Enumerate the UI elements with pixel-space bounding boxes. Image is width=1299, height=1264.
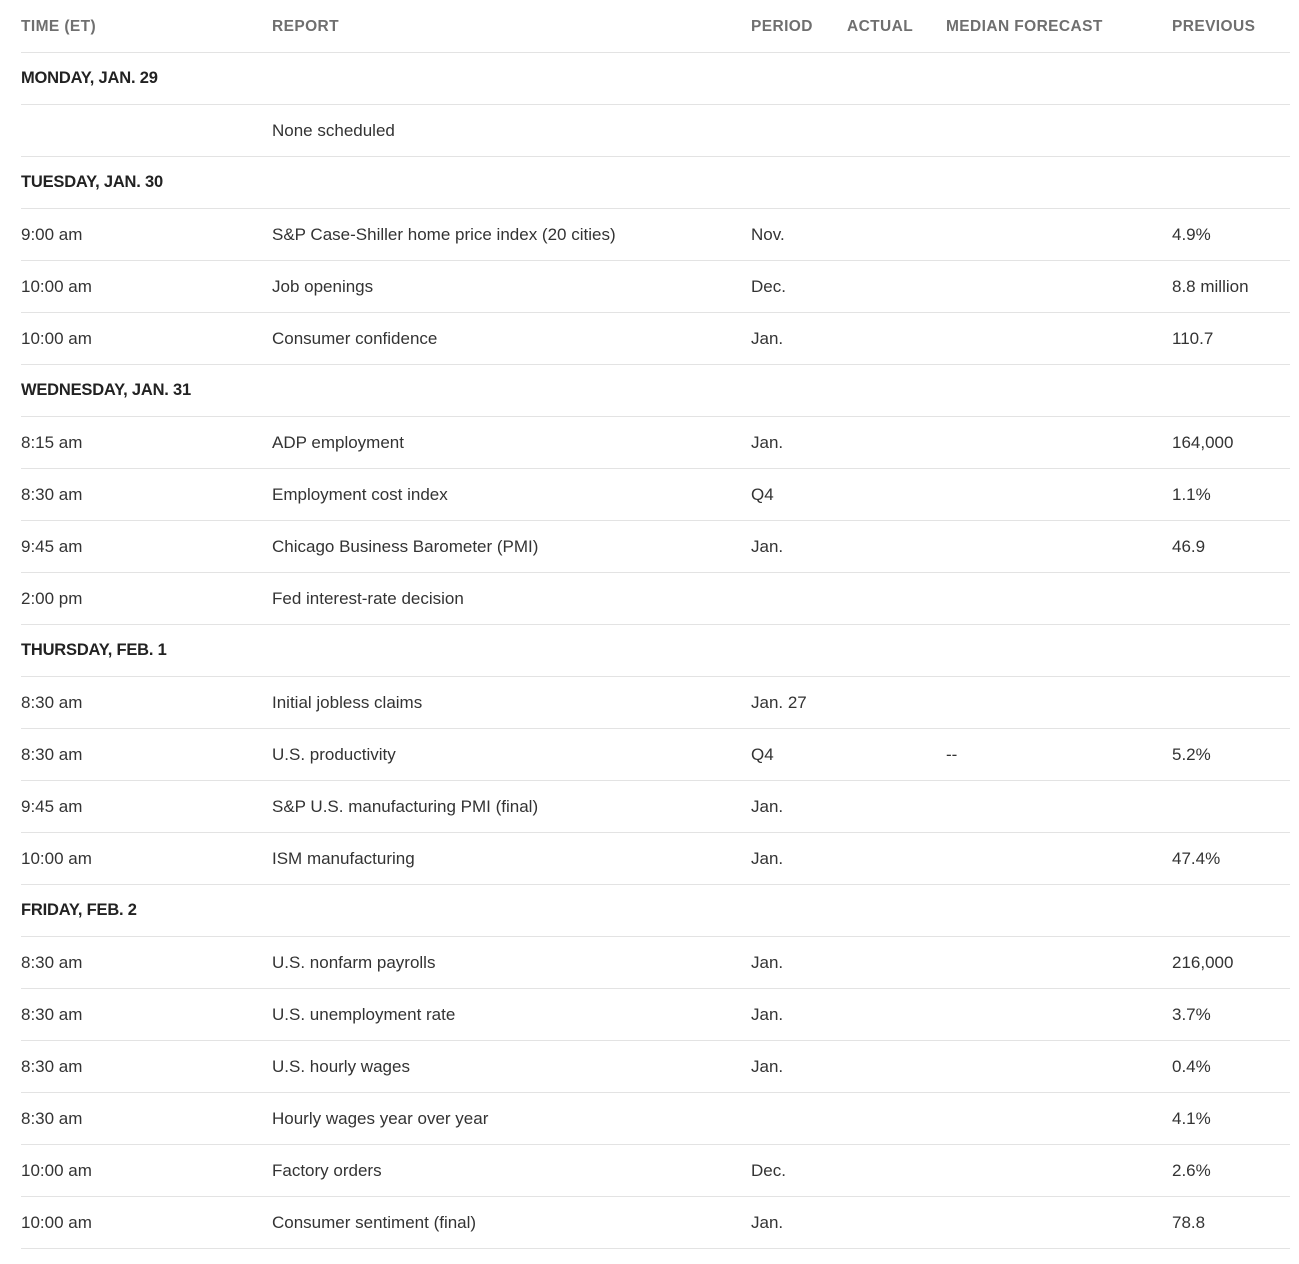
table-row: [21, 781, 1290, 833]
actual-cell: [847, 1145, 945, 1196]
time-cell: 8:30 am: [21, 1108, 83, 1128]
previous-cell: [1172, 105, 1290, 156]
day-heading: FRIDAY, FEB. 2: [21, 901, 137, 919]
time-cell: 9:45 am: [21, 536, 83, 556]
report-cell: Job openings: [272, 276, 374, 296]
report-cell: Initial jobless claims: [272, 692, 423, 712]
period-cell: Jan.: [751, 536, 784, 556]
actual-cell: [847, 1197, 945, 1248]
table-row: [21, 1093, 1290, 1145]
column-header-period: PERIOD: [751, 18, 813, 35]
report-cell: ADP employment: [272, 432, 404, 452]
median-forecast-cell: [946, 313, 1170, 364]
median-forecast-cell: [946, 1145, 1170, 1196]
day-heading: WEDNESDAY, JAN. 31: [21, 381, 192, 399]
report-cell: U.S. hourly wages: [272, 1056, 410, 1076]
median-forecast-cell: [946, 1041, 1170, 1092]
period-cell: Jan. 27: [751, 692, 807, 712]
report-cell: Chicago Business Barometer (PMI): [272, 536, 539, 556]
median-forecast-cell: [946, 989, 1170, 1040]
previous-cell: 1.1%: [1172, 484, 1211, 504]
actual-cell: [847, 573, 945, 624]
actual-cell: [847, 781, 945, 832]
report-cell: Consumer sentiment (final): [272, 1212, 477, 1232]
median-forecast-cell: [946, 573, 1170, 624]
time-cell: 8:30 am: [21, 744, 83, 764]
table-row: [21, 1041, 1290, 1093]
table-row: [21, 261, 1290, 313]
actual-cell: [847, 729, 945, 780]
median-forecast-cell: [946, 677, 1170, 728]
report-cell: Hourly wages year over year: [272, 1108, 489, 1128]
day-heading-row: [21, 365, 1290, 417]
previous-cell: [1172, 677, 1290, 728]
column-header-report: REPORT: [272, 18, 339, 35]
table-row: [21, 677, 1290, 729]
table-row: [21, 209, 1290, 261]
period-cell: Nov.: [751, 224, 785, 244]
time-cell: 2:00 pm: [21, 588, 83, 608]
table-row: [21, 573, 1290, 625]
previous-cell: 5.2%: [1172, 744, 1211, 764]
previous-cell: 0.4%: [1172, 1056, 1211, 1076]
median-forecast-cell: [946, 1093, 1170, 1144]
median-forecast-cell: [946, 1197, 1170, 1248]
time-cell: 9:45 am: [21, 796, 83, 816]
previous-cell: 8.8 million: [1172, 276, 1249, 296]
actual-cell: [847, 677, 945, 728]
actual-cell: [847, 1041, 945, 1092]
day-heading-row: [21, 885, 1290, 937]
actual-cell: [847, 417, 945, 468]
period-cell: Jan.: [751, 1004, 784, 1024]
economic-calendar-table: [21, 0, 1290, 1249]
previous-cell: 46.9: [1172, 536, 1206, 556]
period-cell: Jan.: [751, 952, 784, 972]
column-header-actual: ACTUAL: [847, 18, 914, 35]
table-row: [21, 313, 1290, 365]
table-row: [21, 1145, 1290, 1197]
time-cell: 10:00 am: [21, 1160, 92, 1180]
median-forecast-cell: [946, 209, 1170, 260]
median-forecast-cell: [946, 833, 1170, 884]
previous-cell: 4.9%: [1172, 224, 1211, 244]
previous-cell: 2.6%: [1172, 1160, 1211, 1180]
actual-cell: [847, 1093, 945, 1144]
actual-cell: [847, 937, 945, 988]
actual-cell: [847, 521, 945, 572]
time-cell: 10:00 am: [21, 1212, 92, 1232]
previous-cell: 110.7: [1172, 328, 1214, 348]
day-heading: MONDAY, JAN. 29: [21, 69, 158, 87]
median-forecast-cell: [946, 417, 1170, 468]
report-cell: U.S. productivity: [272, 744, 396, 764]
actual-cell: [847, 833, 945, 884]
report-cell: S&P Case-Shiller home price index (20 cities): [272, 224, 616, 244]
period-cell: Q4: [751, 744, 774, 764]
time-cell: 8:30 am: [21, 1004, 83, 1024]
table-row: [21, 469, 1290, 521]
period-cell: Jan.: [751, 432, 784, 452]
period-cell: Jan.: [751, 328, 784, 348]
report-cell: Fed interest-rate decision: [272, 588, 464, 608]
table-row: [21, 417, 1290, 469]
period-cell: Q4: [751, 484, 774, 504]
time-cell: 10:00 am: [21, 328, 92, 348]
time-cell: 10:00 am: [21, 276, 92, 296]
day-heading-row: [21, 53, 1290, 105]
period-cell: Jan.: [751, 848, 784, 868]
previous-cell: 78.8: [1172, 1212, 1206, 1232]
median-forecast-cell: [946, 105, 1170, 156]
median-forecast-cell: [946, 261, 1170, 312]
median-forecast-cell: --: [946, 744, 958, 764]
table-row: [21, 1197, 1290, 1249]
previous-cell: 4.1%: [1172, 1108, 1211, 1128]
actual-cell: [847, 469, 945, 520]
table-header: [21, 0, 1290, 53]
time-cell: 8:30 am: [21, 1056, 83, 1076]
time-cell: 8:30 am: [21, 952, 83, 972]
actual-cell: [847, 313, 945, 364]
median-forecast-cell: [946, 937, 1170, 988]
table-row: [21, 729, 1290, 781]
table-row: [21, 833, 1290, 885]
period-cell: Jan.: [751, 1056, 784, 1076]
period-cell: Jan.: [751, 1212, 784, 1232]
time-cell: 8:30 am: [21, 692, 83, 712]
report-cell: None scheduled: [272, 120, 395, 140]
period-cell: Dec.: [751, 276, 786, 296]
actual-cell: [847, 105, 945, 156]
report-cell: Consumer confidence: [272, 328, 438, 348]
actual-cell: [847, 209, 945, 260]
previous-cell: 47.4%: [1172, 848, 1221, 868]
median-forecast-cell: [946, 521, 1170, 572]
previous-cell: 164,000: [1172, 432, 1234, 452]
period-cell: Jan.: [751, 796, 784, 816]
period-cell: Dec.: [751, 1160, 786, 1180]
actual-cell: [847, 989, 945, 1040]
table-row: [21, 105, 1290, 157]
day-heading: THURSDAY, FEB. 1: [21, 641, 167, 659]
table-row: [21, 521, 1290, 573]
time-cell: 9:00 am: [21, 224, 83, 244]
table-row: [21, 937, 1290, 989]
actual-cell: [847, 261, 945, 312]
report-cell: U.S. nonfarm payrolls: [272, 952, 436, 972]
time-cell: 10:00 am: [21, 848, 92, 868]
report-cell: Factory orders: [272, 1160, 382, 1180]
previous-cell: [1172, 781, 1290, 832]
period-cell: [751, 573, 845, 624]
column-header-median-forecast: MEDIAN FORECAST: [946, 18, 1103, 35]
previous-cell: [1172, 573, 1290, 624]
report-cell: ISM manufacturing: [272, 848, 415, 868]
median-forecast-cell: [946, 781, 1170, 832]
previous-cell: 216,000: [1172, 952, 1234, 972]
report-cell: Employment cost index: [272, 484, 448, 504]
previous-cell: 3.7%: [1172, 1004, 1211, 1024]
report-cell: S&P U.S. manufacturing PMI (final): [272, 796, 539, 816]
median-forecast-cell: [946, 469, 1170, 520]
day-heading-row: [21, 625, 1290, 677]
report-cell: U.S. unemployment rate: [272, 1004, 456, 1024]
column-header-time: TIME (ET): [21, 18, 97, 35]
period-cell: [751, 1093, 845, 1144]
table-body: [21, 53, 1290, 1249]
time-cell: [21, 105, 271, 156]
period-cell: [751, 105, 845, 156]
day-heading: TUESDAY, JAN. 30: [21, 173, 163, 191]
time-cell: 8:15 am: [21, 432, 83, 452]
table-row: [21, 989, 1290, 1041]
day-heading-row: [21, 157, 1290, 209]
column-header-previous: PREVIOUS: [1172, 18, 1256, 35]
time-cell: 8:30 am: [21, 484, 83, 504]
